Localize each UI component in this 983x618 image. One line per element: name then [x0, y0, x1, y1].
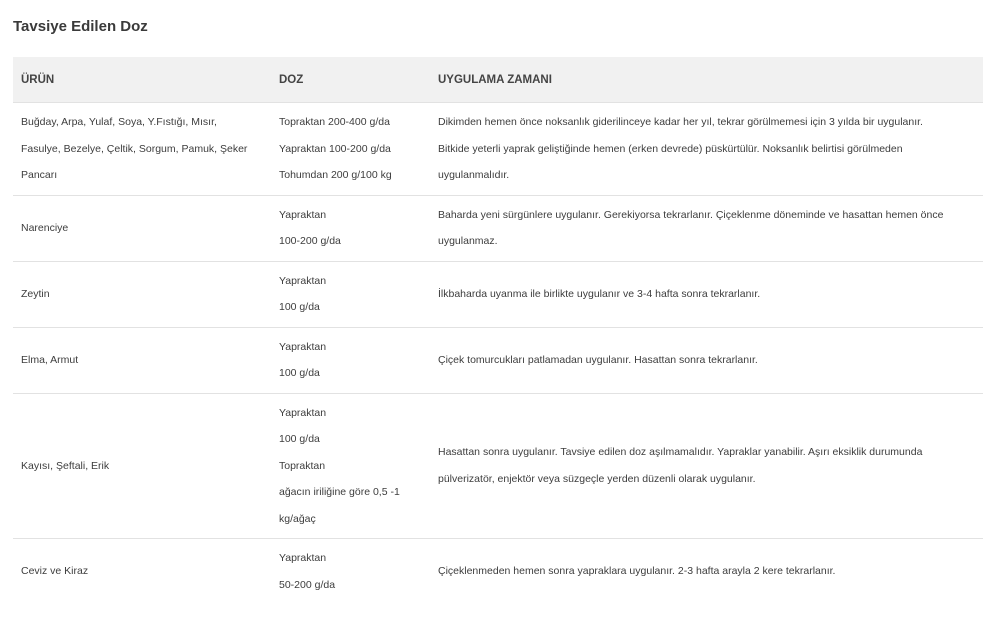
cell-text: 50-200 g/da	[279, 578, 336, 591]
cell-text: Dikimden hemen önce noksanlık giderilinceye kadar her yıl, tekrar görülmemesi için 3 yılda bir uygulanır.	[438, 116, 923, 128]
cell-text: uygulanmalıdır.	[438, 169, 510, 181]
table-row	[13, 393, 983, 539]
column-header-zaman: UYGULAMA ZAMANI	[430, 57, 983, 103]
cell-text: Bitkide yeterli yaprak geliştiğinde hemen (erken devrede) püskürtülür. Noksanlık belirtisi görülmeden	[438, 142, 903, 155]
cell-text: İlkbaharda uyanma ile birlikte uygulanır ve 3-4 hafta sonra tekrarlanır.	[438, 287, 761, 300]
cell-text: Yapraktan	[279, 274, 327, 287]
dose-table	[13, 57, 983, 604]
cell-zaman	[430, 103, 983, 196]
page-title: Tavsiye Edilen Doz	[13, 18, 148, 35]
cell-urun	[13, 195, 271, 261]
cell-zaman	[430, 539, 983, 605]
table-row	[13, 103, 983, 196]
cell-zaman	[430, 327, 983, 393]
table-row	[13, 261, 983, 327]
cell-text: Elma, Armut	[21, 353, 79, 366]
cell-text: Fasulye, Bezelye, Çeltik, Sorgum, Pamuk, Şeker	[21, 142, 248, 155]
table-header-row	[13, 57, 983, 103]
table-row	[13, 195, 983, 261]
cell-urun	[13, 327, 271, 393]
cell-urun	[13, 393, 271, 539]
cell-text: Pancarı	[21, 169, 58, 181]
cell-text: Yapraktan	[279, 406, 327, 419]
cell-text: 100 g/da	[279, 367, 320, 379]
cell-text: 100-200 g/da	[279, 235, 341, 247]
cell-text: ağacın iriliğine göre 0,5 -1	[279, 486, 400, 498]
cell-text: 100 g/da	[279, 301, 320, 313]
cell-doz	[271, 195, 430, 261]
cell-text: Kayısı, Şeftali, Erik	[21, 459, 110, 472]
cell-text: Tohumdan 200 g/100 kg	[279, 169, 392, 181]
table-row	[13, 539, 983, 605]
cell-zaman	[430, 261, 983, 327]
cell-text: Yapraktan	[279, 552, 327, 564]
cell-text: 100 g/da	[279, 433, 320, 445]
cell-text: Yapraktan	[279, 340, 327, 353]
cell-doz	[271, 103, 430, 196]
cell-zaman	[430, 195, 983, 261]
cell-text: Yapraktan	[279, 208, 327, 221]
table-row	[13, 327, 983, 393]
cell-doz	[271, 327, 430, 393]
cell-text: Topraktan	[279, 459, 326, 472]
cell-text: kg/ağaç	[279, 512, 316, 525]
cell-text: Çiçek tomurcukları patlamadan uygulanır. Hasattan sonra tekrarlanır.	[438, 353, 758, 366]
cell-urun	[13, 261, 271, 327]
column-header-doz: DOZ	[271, 57, 430, 103]
cell-zaman	[430, 393, 983, 539]
cell-urun	[13, 539, 271, 605]
cell-text: uygulanmaz.	[438, 235, 498, 247]
cell-text: Zeytin	[21, 287, 50, 300]
cell-text: Hasattan sonra uygulanır. Tavsiye edilen doz aşılmamalıdır. Yapraklar yanabilir. Aşırı eksiklik durumunda	[438, 446, 923, 459]
cell-doz	[271, 261, 430, 327]
cell-text: Ceviz ve Kiraz	[21, 565, 89, 578]
cell-text: Topraktan 200-400 g/da	[279, 116, 390, 128]
cell-urun	[13, 103, 271, 196]
cell-doz	[271, 539, 430, 605]
cell-text: Baharda yeni sürgünlere uygulanır. Gerekiyorsa tekrarlanır. Çiçeklenme döneminde ve hasattan hemen önce	[438, 208, 944, 221]
cell-text: Narenciye	[21, 221, 69, 234]
cell-text: Buğday, Arpa, Yulaf, Soya, Y.Fıstığı, Mısır,	[21, 116, 217, 128]
cell-text: pülverizatör, enjektör veya süzgeçle yerden düzenli olarak uygulanır.	[438, 472, 756, 485]
cell-doz	[271, 393, 430, 539]
column-header-urun: ÜRÜN	[13, 57, 271, 103]
cell-text: Çiçeklenmeden hemen sonra yapraklara uygulanır. 2-3 hafta arayla 2 kere tekrarlanır.	[438, 565, 836, 578]
cell-text: Yapraktan 100-200 g/da	[279, 142, 391, 155]
